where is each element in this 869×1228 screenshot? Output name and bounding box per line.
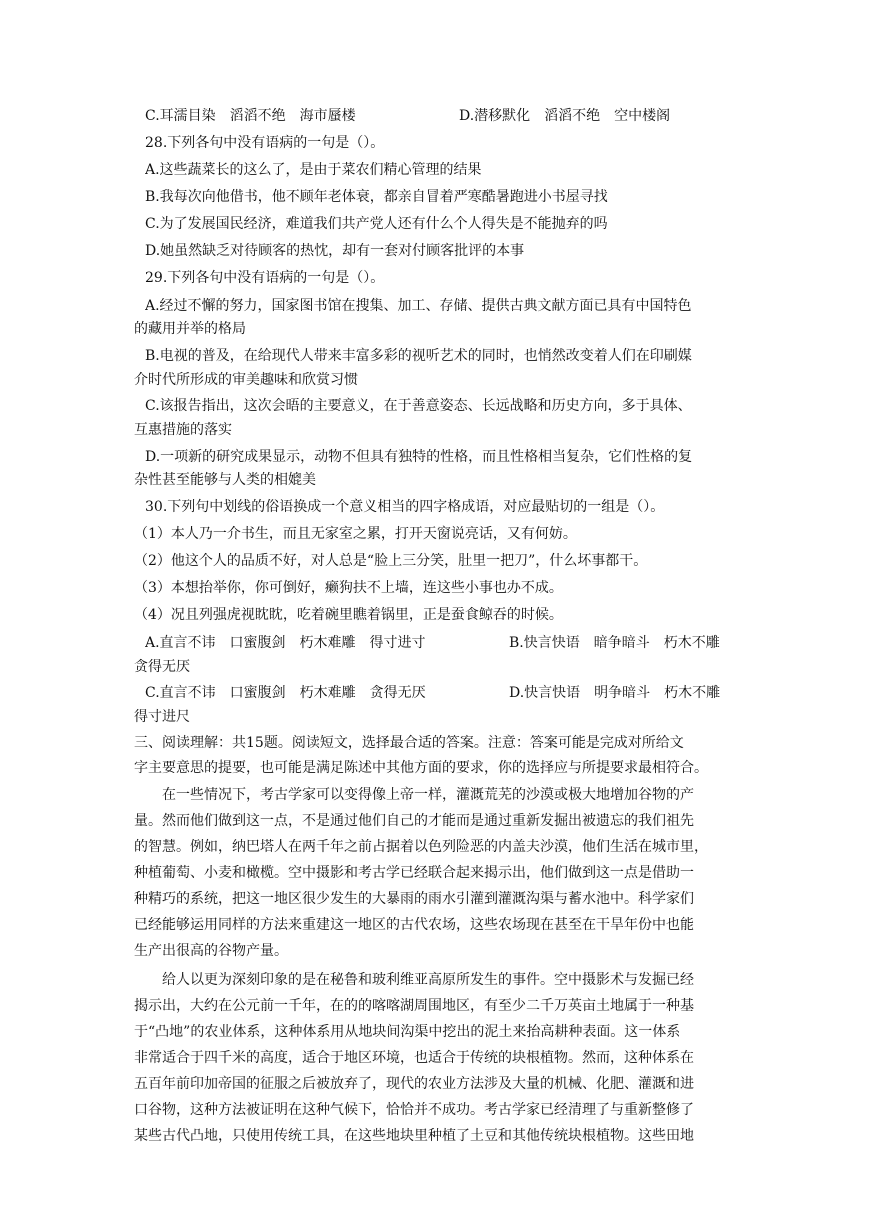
q30-option-b-line1: B.快言快语 暗争暗斗 朽木不雕 xyxy=(509,635,720,651)
q29-option-c-line1: C.该报告指出，这次会晤的主要意义，在于善意姿态、长远战略和历史方向，多于具体、 xyxy=(145,398,692,414)
passage-p1-line: 生产出很高的谷物产量。 xyxy=(134,943,288,959)
q28-option-d: D.她虽然缺乏对待顾客的热忱，却有一套对付顾客批评的本事 xyxy=(145,243,525,259)
q29-option-b-line1: B.电视的普及，在给现代人带来丰富多彩的视听艺术的同时，也悄然改变着人们在印刷媒 xyxy=(145,348,692,364)
passage-p1-line: 量。然而他们做到这一点，不是通过他们自己的才能而是通过重新发掘出被遗忘的我们祖先 xyxy=(134,813,694,829)
section3-instruction-line2: 字主要意思的提要，也可能是满足陈述中其他方面的要求，你的选择应与所提要求最相符合。 xyxy=(134,760,708,776)
q28-option-a: A.这些蔬菜长的这么了，是由于菜农们精心管理的结果 xyxy=(145,162,482,178)
q30-sentence-1: （1）本人乃一介书生，而且无家室之累，打开天窗说亮话，又有何妨。 xyxy=(134,526,577,542)
q30-sentence-2: （2）他这个人的品质不好，对人总是“脸上三分笑，肚里一把刀”，什么坏事都干。 xyxy=(134,553,648,569)
q28-option-b: B.我每次向他借书，他不顾年老体衰，都亲自冒着严寒酷暑跑进小书屋寻找 xyxy=(145,189,608,205)
q30-option-d-line1: D.快言快语 明争暗斗 朽木不雕 xyxy=(509,685,721,701)
passage-p1-line: 已经能够运用同样的方法来重建这一地区的古代农场，这些农场现在甚至在干旱年份中也能 xyxy=(134,917,694,933)
passage-p1-line: 的智慧。例如，纳巴塔人在两千年之前占据着以色列险恶的内盖夫沙漠，他们生活在城市里， xyxy=(134,839,708,855)
passage-p2-line: 揭示出，大约在公元前一千年，在的的喀喀湖周围地区，有至少二千万英亩土地属于一种基 xyxy=(134,998,694,1014)
q30-option-d-line2: 得寸进尺 xyxy=(134,709,190,725)
q29-option-d-line1: D.一项新的研究成果显示，动物不但具有独特的性格，而且性格相当复杂，它们性格的复 xyxy=(145,449,693,465)
q29-option-c-line2: 互惠措施的落实 xyxy=(134,422,232,438)
q30-option-a: A.直言不讳 口蜜腹剑 朽木难雕 得寸进寸 xyxy=(145,635,426,651)
passage-p2-line: 给人以更为深刻印象的是在秘鲁和玻利维亚高原所发生的事件。空中摄影术与发掘已经 xyxy=(162,972,694,988)
passage-p1-line: 在一些情况下，考古学家可以变得像上帝一样，灌溉荒芜的沙漠或极大地增加谷物的产 xyxy=(162,787,694,803)
passage-p2-line: 某些古代凸地，只使用传统工具，在这些地块里种植了土豆和其他传统块根植物。这些田地 xyxy=(134,1128,694,1144)
q30-option-b-line2: 贪得无厌 xyxy=(134,659,190,675)
q29-option-b-line2: 介时代所形成的审美趣味和欣赏习惯 xyxy=(134,372,358,388)
passage-p1-line: 种植葡萄、小麦和橄榄。空中摄影和考古学已经联合起来揭示出，他们做到这一点是借助一 xyxy=(134,865,694,881)
q30-sentence-4: （4）况且列强虎视眈眈，吃着碗里瞧着锅里，正是蚕食鲸吞的时候。 xyxy=(134,607,563,623)
q29-option-a-line1: A.经过不懈的努力，国家图书馆在搜集、加工、存储、提供古典文献方面已具有中国特色 xyxy=(145,298,692,314)
q28-option-c: C.为了发展国民经济，难道我们共产党人还有什么个人得失是不能抛弃的吗 xyxy=(145,216,608,232)
q27-option-d: D.潜移默化 滔滔不绝 空中楼阁 xyxy=(459,108,671,124)
section3-instruction-line1: 三、阅读理解：共15题。阅读短文，选择最合适的答案。注意：答案可能是完成对所给文 xyxy=(134,735,684,751)
passage-p2-line: 五百年前印加帝国的征服之后被放弃了，现代的农业方法涉及大量的机械、化肥、灌溉和进 xyxy=(134,1076,694,1092)
passage-p2-line: 非常适合于四千米的高度，适合于地区环境，也适合于传统的块根植物。然而，这种体系在 xyxy=(134,1050,694,1066)
q28-stem: 28.下列各句中没有语病的一句是（）。 xyxy=(145,135,385,151)
passage-p1-line: 种精巧的系统，把这一地区很少发生的大暴雨的雨水引灌到灌溉沟渠与蓄水池中。科学家们 xyxy=(134,891,694,907)
passage-p2-line: 口谷物，这种方法被证明在这种气候下，恰恰并不成功。考古学家已经清理了与重新整修了 xyxy=(134,1102,694,1118)
q29-stem: 29.下列各句中没有语病的一句是（）。 xyxy=(145,270,385,286)
q29-option-a-line2: 的藏用并举的格局 xyxy=(134,321,246,337)
q30-option-c: C.直言不讳 口蜜腹剑 朽木难雕 贪得无厌 xyxy=(145,685,426,701)
q29-option-d-line2: 杂性甚至能够与人类的相媲美 xyxy=(134,472,316,488)
q30-stem: 30.下列句中划线的俗语换成一个意义相当的四字格成语，对应最贴切的一组是（）。 xyxy=(145,499,665,515)
passage-p2-line: 于“凸地”的农业体系，这种体系用从地块间沟渠中挖出的泥土来抬高耕种表面。这一体系 xyxy=(134,1024,681,1040)
q30-sentence-3: （3）本想抬举你，你可倒好，癞狗扶不上墙，连这些小事也办不成。 xyxy=(134,580,563,596)
q27-option-c: C.耳濡目染 滔滔不绝 海市蜃楼 xyxy=(145,108,356,124)
